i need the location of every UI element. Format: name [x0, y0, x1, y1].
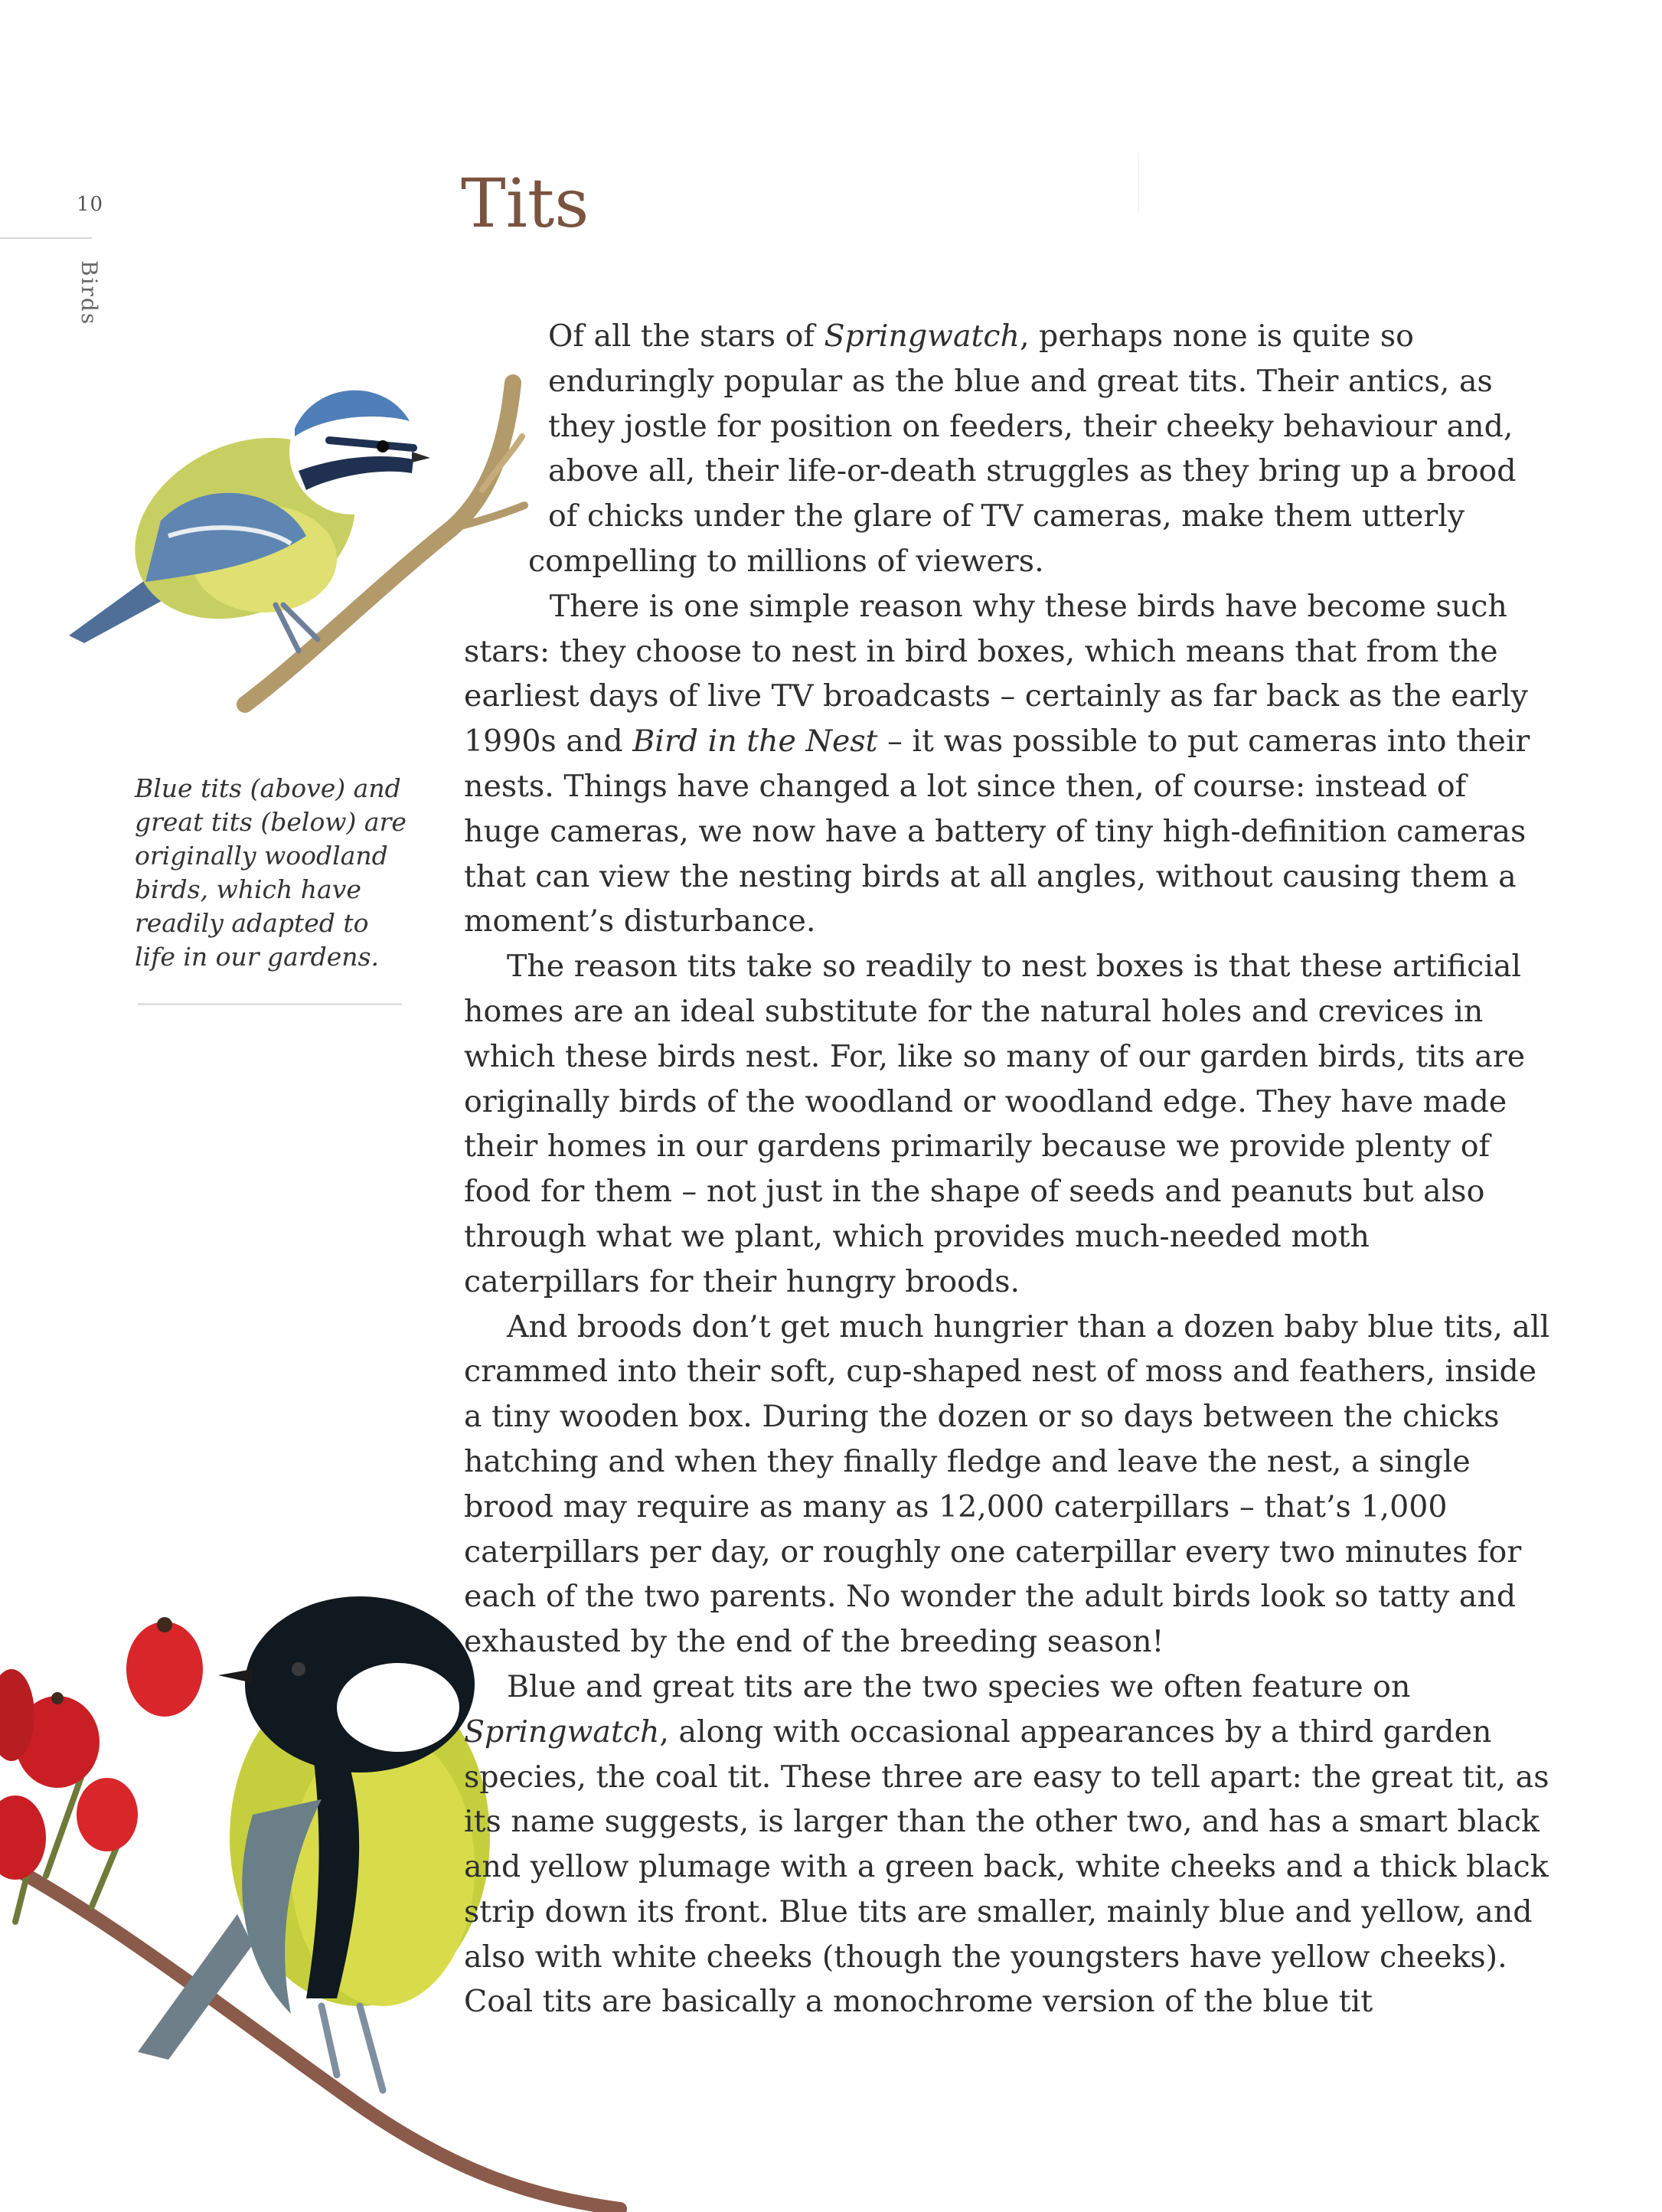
text-run: , perhaps none is quite so enduringly popular as the blue and great tits. Their antics, as they jostle for position on feeders, their cheeky behaviour and, above all, their life-or-death struggles as they bring up a brood of chicks under the glare of TV cameras, make them utterly compelling to millions of viewers. [528, 319, 1517, 579]
body-paragraph [464, 1665, 1551, 2024]
blue-tit-icon [54, 337, 528, 720]
text-run: There is one simple reason why these birds have become such stars: they choose to nest in bird boxes, which means that from the earliest days of live TV broadcasts – certainly as far back as the early 1990s and [464, 588, 1528, 760]
body-paragraph [464, 314, 1551, 584]
text-run: – it was possible to put cameras into their nests. Things have changed a lot since then, of course: instead of huge cameras, we now have a battery of tiny high-definition cameras that can view the nesting birds at all angles, without causing them a moment’s disturbance. [464, 724, 1530, 939]
article-body [464, 314, 1551, 2024]
body-paragraph [464, 944, 1551, 1304]
page-number: 10 [77, 193, 104, 216]
italic-title: Springwatch [824, 319, 1020, 354]
text-run: And broods don’t get much hungrier than a dozen baby blue tits, all crammed into their soft, cup-shaped nest of moss and feathers, inside a tiny wooden box. During the dozen or so days between the chicks hatching and when they finally fledge and leave the nest, a single brood may require as many as 12,000 caterpillars – that’s 1,000 caterpillars per day, or roughly one caterpillar every two minutes for each of the two parents. No wonder the adult birds look so tatty and exhausted by the end of the breeding season! [464, 1309, 1550, 1660]
italic-title: Springwatch [464, 1714, 660, 1750]
body-paragraph [464, 1305, 1551, 1665]
article-paragraphs [464, 314, 1551, 2024]
blue-tit-illustration [54, 337, 528, 720]
text-run: The reason tits take so readily to nest boxes is that these artificial homes are an ideal substitute for the natural holes and crevices in which these birds nest. For, like so many of our garden birds, tits are originally birds of the woodland or woodland edge. They have made their homes in our gardens primarily because we provide plenty of food for them – not just in the shape of seeds and peanuts but also through what we plant, which provides much-needed moth caterpillars for their hungry broods. [464, 949, 1526, 1299]
text-run: Of all the stars of [548, 319, 824, 354]
text-run: , along with occasional appearances by a third garden species, the coal tit. These three are easy to tell apart: the great tit, as its name suggests, is larger than the other two, and has a smart black and yellow plumage with a green back, white cheeks and a thick black strip down its front. Blue tits are smaller, mainly blue and yellow, and also with white cheeks (though the youngsters have yellow cheeks). Coal tits are basically a monochrome version of the blue tit [464, 1714, 1549, 2020]
section-label: Birds [77, 260, 102, 326]
scan-artifact-line [1138, 153, 1139, 214]
page-title: Tits [461, 164, 589, 243]
caption-rule [138, 1003, 402, 1005]
header-rule [0, 237, 92, 239]
italic-title: Bird in the Nest [632, 724, 878, 760]
text-run: Blue and great tits are the two species we often feature on [507, 1668, 1411, 1704]
body-paragraph [464, 584, 1551, 944]
illustration-caption: Blue tits (above) and great tits (below) are originally woodland birds, which have readily adapted to life in our gardens. [135, 773, 407, 972]
